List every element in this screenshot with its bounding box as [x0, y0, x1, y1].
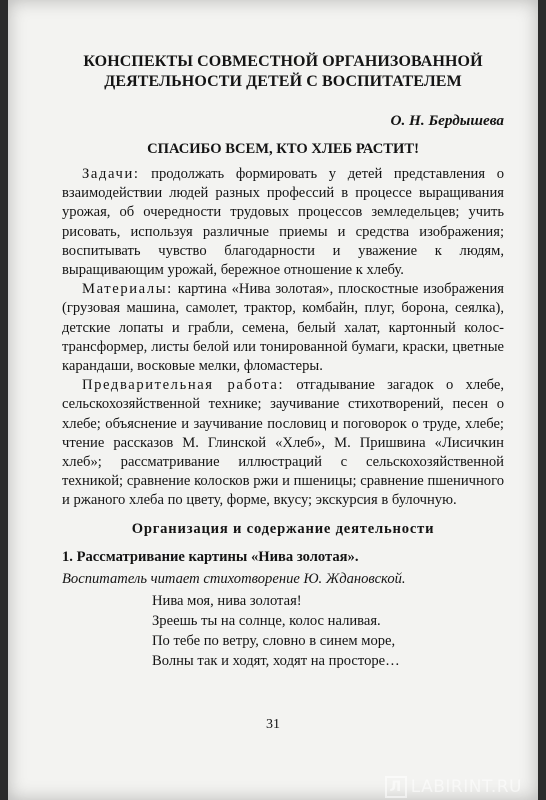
main-title-line-2: ДЕЯТЕЛЬНОСТИ ДЕТЕЙ С ВОСПИТАТЕЛЕМ [104, 73, 462, 90]
tasks-text: продолжать формировать у детей представления о взаимодействии людей разных профессий в процессе выращивания урожая, об очередности трудовых процессов земледельцев; учить рисовать, используя различные приемы и средства изображения; воспитывать чувство благодарности и уважение к людям, выращивающим урожай, бережное отношение к хлебу. [62, 166, 504, 279]
materials-text: картина «Нива золотая», плоскостные изображения (грузовая машина, самолет, трактор, комбайн, плуг, борона, сеялка), детские лопаты и грабли, семена, белый халат, картонный колос-трансформер, листы белой или тонированной бумаги, краски, цветные карандаши, восковые мелки, фломастеры. [62, 281, 504, 375]
poem-line: Зреешь ты на солнце, колос наливая. [152, 612, 381, 629]
preliminary-text: отгадывание загадок о хлебе, сельскохозяйственной технике; заучивание стихотворений, песен о хлебе; объяснение и заучивание пословиц и поговорок о труде, хлебе; чтение рассказов М. Глинской «Хлеб», М. Пришвина «Лисичкин хлеб»; рассматривание иллюстраций с сельскохозяйственной техникой; сравнение колосков ржи и пшеницы; сравнение пшеничного и ржаного хлеба по цвету, форме, вкусу; экскурсия в булочную. [62, 377, 504, 509]
preliminary-paragraph [62, 376, 504, 510]
labirint-logo-icon: Л [385, 776, 407, 798]
book-page [8, 0, 538, 800]
preliminary-label: Предварительная работа: [82, 377, 285, 394]
page-number: 31 [266, 717, 280, 732]
watermark-text: LABIRINT.RU [410, 777, 522, 797]
materials-paragraph [62, 280, 504, 376]
watermark [385, 776, 522, 798]
tasks-paragraph [62, 165, 504, 280]
tasks-label: Задачи: [82, 166, 140, 182]
poem-line: Волны так и ходят, ходят на просторе… [152, 652, 400, 669]
main-title [62, 52, 504, 92]
stage-direction: Воспитатель читает стихотворение Ю. Ждановской. [62, 570, 406, 587]
poem-line: Нива моя, нива золотая! [152, 592, 302, 609]
main-title-line-1: КОНСПЕКТЫ СОВМЕСТНОЙ ОРГАНИЗОВАННОЙ [83, 53, 483, 70]
page-content [62, 52, 504, 671]
author-name: О. Н. Бердышева [390, 112, 504, 129]
poem [152, 591, 504, 671]
materials-label: Материалы: [82, 281, 173, 298]
section-heading: Организация и содержание деятельности [131, 520, 435, 537]
lesson-title: СПАСИБО ВСЕМ, КТО ХЛЕБ РАСТИТ! [147, 141, 419, 157]
sub-heading: 1. Рассматривание картины «Нива золотая». [62, 548, 359, 565]
poem-line: По тебе по ветру, словно в синем море, [152, 632, 396, 649]
